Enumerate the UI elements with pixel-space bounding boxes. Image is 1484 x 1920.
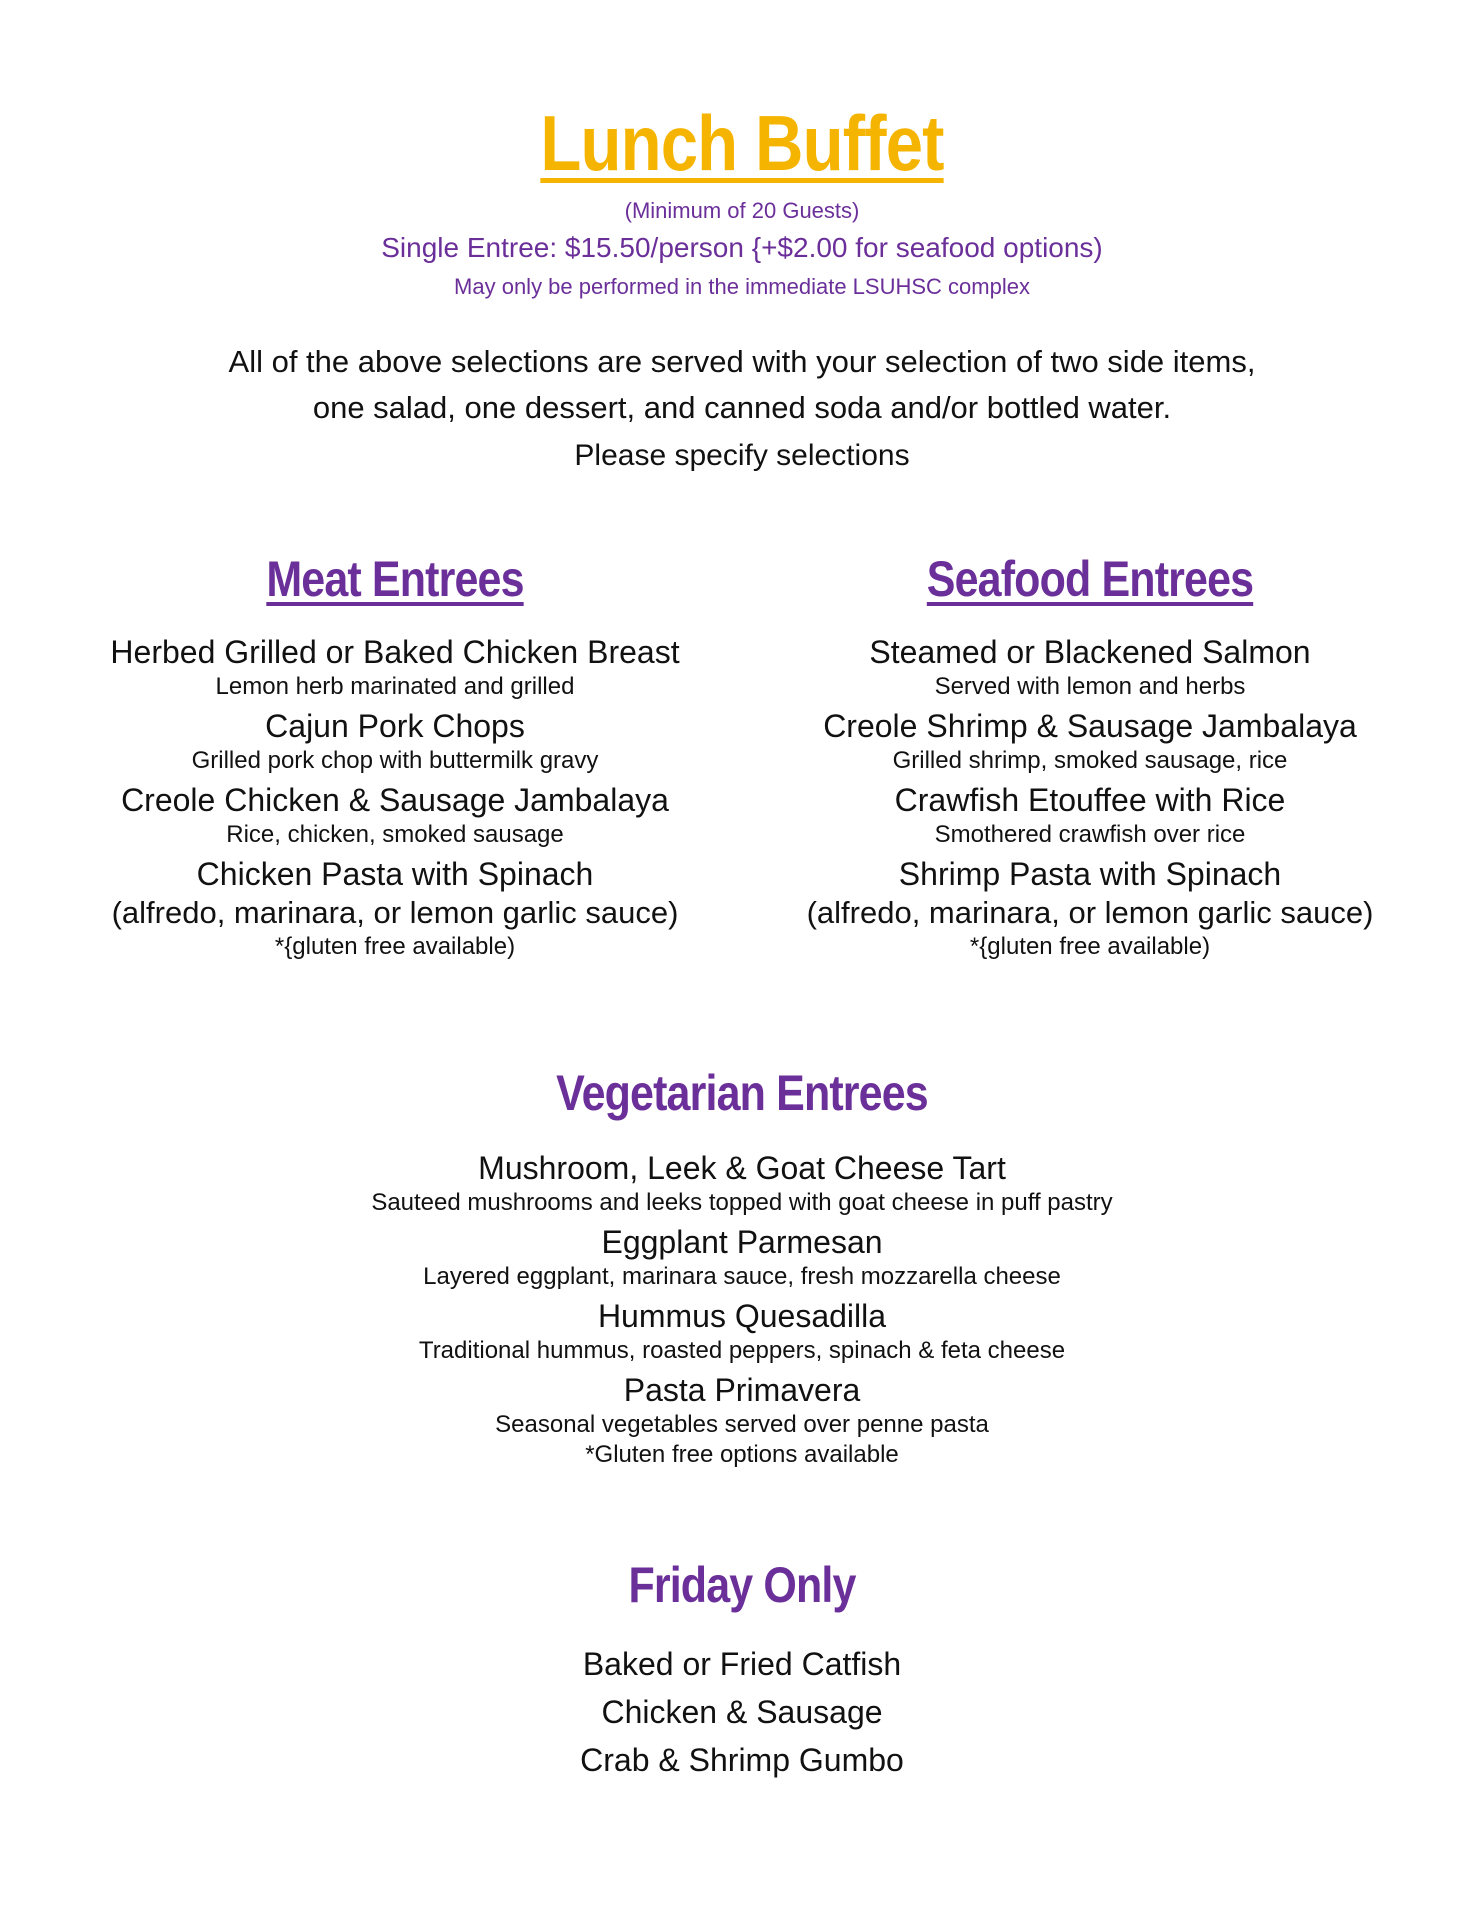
intro-line-2: one salad, one dessert, and canned soda and/or bottled water. bbox=[312, 390, 1172, 425]
seafood-item-name: Shrimp Pasta with Spinach bbox=[898, 856, 1282, 892]
gluten-free-note: *Gluten free options available bbox=[585, 1441, 899, 1468]
meat-item-name: Creole Chicken & Sausage Jambalaya bbox=[121, 782, 669, 818]
friday-only-section bbox=[0, 1556, 1484, 1784]
vegetarian-entrees-heading: Vegetarian Entrees bbox=[556, 1065, 928, 1121]
friday-item: Baked or Fried Catfish bbox=[582, 1646, 902, 1682]
vegetarian-item-name: Pasta Primavera bbox=[623, 1372, 861, 1408]
seafood-item-name: Crawfish Etouffee with Rice bbox=[894, 782, 1286, 818]
seafood-item-desc: Grilled shrimp, smoked sausage, rice bbox=[892, 747, 1288, 774]
vegetarian-item-desc: Sauteed mushrooms and leeks topped with goat cheese in puff pastry bbox=[371, 1189, 1113, 1216]
gluten-free-note: *{gluten free available) bbox=[274, 933, 516, 960]
vegetarian-item-desc: Layered eggplant, marinara sauce, fresh mozzarella cheese bbox=[423, 1263, 1061, 1290]
seafood-item-desc: (alfredo, marinara, or lemon garlic sauce) bbox=[806, 895, 1374, 930]
meat-item-desc: Grilled pork chop with buttermilk gravy bbox=[191, 747, 599, 774]
meat-item-name: Chicken Pasta with Spinach bbox=[196, 856, 594, 892]
friday-item: Chicken & Sausage bbox=[601, 1694, 883, 1730]
vegetarian-entrees-section bbox=[0, 1064, 1484, 1470]
seafood-item-name: Creole Shrimp & Sausage Jambalaya bbox=[823, 708, 1357, 744]
location-note: May only be performed in the immediate LSUHSC complex bbox=[454, 274, 1030, 299]
intro-line-3: Please specify selections bbox=[574, 439, 910, 472]
seafood-item-desc: Served with lemon and herbs bbox=[934, 673, 1246, 700]
meat-item-desc: (alfredo, marinara, or lemon garlic sauce) bbox=[111, 895, 679, 930]
page-title: Lunch Buffet bbox=[540, 99, 944, 187]
minimum-guests: (Minimum of 20 Guests) bbox=[624, 198, 860, 223]
vegetarian-item-name: Mushroom, Leek & Goat Cheese Tart bbox=[478, 1150, 1006, 1186]
price-line: Single Entree: $15.50/person {+$2.00 for seafood options) bbox=[381, 232, 1103, 263]
gluten-free-note: *{gluten free available) bbox=[969, 933, 1211, 960]
meat-entrees-section bbox=[70, 550, 720, 962]
meat-item-name: Cajun Pork Chops bbox=[265, 708, 525, 744]
meat-entrees-heading: Meat Entrees bbox=[266, 551, 524, 607]
intro-line-1: All of the above selections are served with your selection of two side items, bbox=[228, 344, 1256, 379]
seafood-entrees-section bbox=[770, 550, 1410, 962]
vegetarian-item-name: Eggplant Parmesan bbox=[601, 1224, 883, 1260]
meat-item-desc: Rice, chicken, smoked sausage bbox=[226, 821, 564, 848]
seafood-item-desc: Smothered crawfish over rice bbox=[934, 821, 1246, 848]
meat-item-name: Herbed Grilled or Baked Chicken Breast bbox=[110, 634, 680, 670]
seafood-entrees-heading: Seafood Entrees bbox=[926, 551, 1254, 607]
friday-only-heading: Friday Only bbox=[628, 1557, 856, 1613]
vegetarian-item-desc: Seasonal vegetables served over penne pasta bbox=[495, 1411, 989, 1438]
vegetarian-item-desc: Traditional hummus, roasted peppers, spinach & feta cheese bbox=[418, 1337, 1066, 1364]
friday-item: Crab & Shrimp Gumbo bbox=[580, 1742, 904, 1778]
vegetarian-item-name: Hummus Quesadilla bbox=[597, 1298, 887, 1334]
meat-item-desc: Lemon herb marinated and grilled bbox=[215, 673, 575, 700]
seafood-item-name: Steamed or Blackened Salmon bbox=[869, 634, 1311, 670]
